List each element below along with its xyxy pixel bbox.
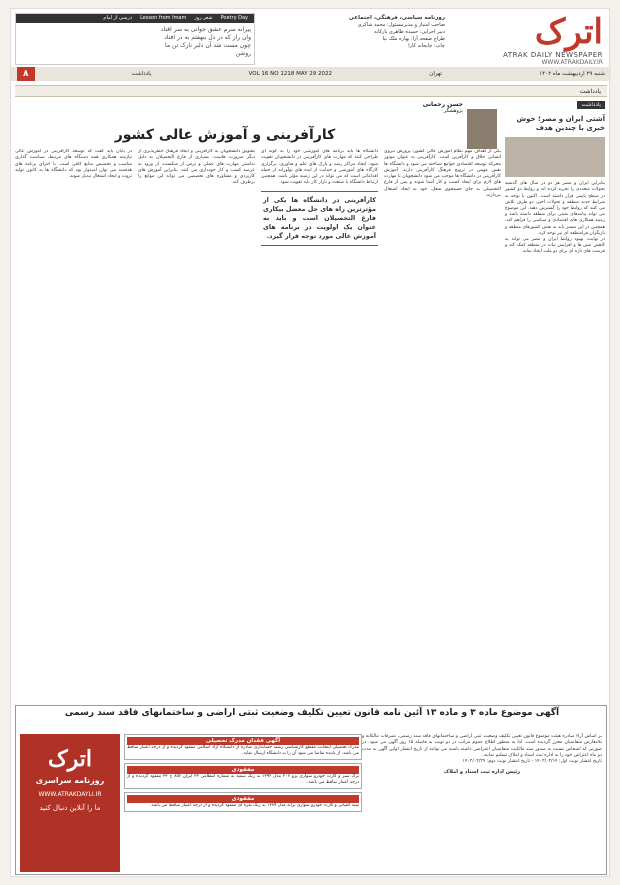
poem-line: پیرانه سرم عشق جوانی به سر افتاد [161, 26, 251, 33]
newspaper-page [10, 8, 610, 877]
notice-body: مدرک تحصیلی اینجانب مقطع کارشناسی رشته حسابداری صادره از دانشگاه آزاد اسلامی مفقود گردیده و از درجه اعتبار ساقط می باشد. از یابنده تقاضا می شود آن را به دانشگاه ارسال نماید. [127, 745, 359, 756]
sidebar-title[interactable]: آشتی ایران و مصر؛ خوش خبری با چندین هدف [516, 115, 605, 133]
notice-title: مفقودی [127, 795, 359, 803]
article-column-4 [15, 149, 132, 699]
ad-title: آگهی موضوع ماده ۳ و ماده ۱۳ آئین نامه قانون تعیین تکلیف وضعیت ثبتی اراضی و ساختمانهای فاقد سند رسمی [64, 708, 560, 718]
poetry-tabs [16, 14, 254, 23]
article-column-1 [384, 149, 501, 699]
notices-column [124, 734, 362, 872]
poem-line: چون مست شد آن دلبر نازک تن ما [165, 42, 251, 49]
promo-url[interactable]: WWW.ATRAKDAYLI.IR [38, 791, 102, 798]
article-paragraph: در پایان باید گفت که توسعه کارآفرینی در آموزش عالی نیازمند همکاری همه دستگاه های مرتبط، سیاست گذاری مناسب و تخصیص منابع کافی است. با اجرای برنامه های هدفمند می توان امیدوار بود که دانشگاه ها به کانون تولید ثروت و ایجاد اشتغال تبدیل شوند. [15, 149, 132, 180]
sidebar-column [505, 101, 605, 701]
author-name: حسن رحمانی [422, 101, 463, 108]
section-header: یادداشت [15, 85, 607, 97]
sidebar-image [505, 137, 605, 177]
masthead [11, 9, 611, 81]
tab-lesson-fa[interactable]: درسی از امام [103, 15, 133, 21]
tab-lesson[interactable]: Lesson from Imam [140, 15, 187, 21]
ad-dates: تاریخ انتشار نوبت اول: ۱۴۰۲/۰۲/۱۴ - تاریخ انتشار نوبت دوم: ۱۴۰۲/۰۲/۲۹ [462, 759, 602, 765]
pull-quote: کارآفرینی در دانشگاه ها یکی از مؤثرترین راه های حل معضل بیکاری فارغ التحصیلان است و باید به عنوان یک اولویت در برنامه های آموزش عالی مورد توجه قرار گیرد. [261, 191, 378, 246]
masthead-info-line: صاحب امتیاز و مدیرمسئول: محمد شاکری [357, 22, 445, 28]
article-paragraph: یکی از اهداف مهم نظام آموزش عالی کشور، پرورش نیروی انسانی خلاق و کارآفرین است. کارآفرینی به عنوان موتور محرکه توسعه اقتصادی جوامع شناخته می شود و دانشگاه ها نقش مهمی در ترویج فرهنگ کارآفرینی دارند. آموزش کارآفرینی در دانشگاه ها موجب می شود دانشجویان با مهارت های لازم برای ایجاد کسب و کار آشنا شوند و پس از فارغ التحصیلی به جای جستجوی شغل، خود به ایجاد اشتغال بپردازند. [384, 149, 501, 199]
poetry-lines [16, 23, 254, 61]
logo-mark: اترک [534, 12, 603, 52]
promo-logo: اترک [47, 746, 93, 772]
tab-poetry-day[interactable]: Poetry Day [220, 15, 248, 21]
promo-title: روزنامه سراسری [35, 776, 105, 785]
sidebar-text-2: در نهایت، بهبود روابط ایران و مصر می تواند به کاهش تنش ها و افزایش ثبات در منطقه کمک کند و فرصت های تازه ای برای دو ملت ایجاد نماید. [505, 237, 605, 255]
article-column-2 [261, 149, 378, 699]
author-photo [467, 109, 497, 149]
newspaper-logo[interactable] [453, 13, 603, 75]
notice-box [124, 792, 362, 812]
issue-city: تهران [429, 71, 442, 77]
notice-box [124, 763, 362, 789]
masthead-info-head: روزنامه سیاسی، فرهنگی، اجتماعی [348, 15, 445, 21]
logo-english: ATRAK DAILY NEWSPAPER [503, 51, 603, 59]
notice-title: مفقودی [127, 766, 359, 774]
sidebar-text: بنابراین ایران و مصر هر دو در سال های گذشته تحولات متعددی را تجربه کرده اند و روابط دو کشور در سطح پایینی قرار داشته است. اکنون با توجه به شرایط جدید منطقه و تحولات اخیر، دو طرف تلاش می کنند که روابط خود را گسترش دهند. این موضوع می تواند پیامدهای مثبتی برای منطقه داشته باشد و زمینه همکاری های اقتصادی و سیاسی را فراهم کند. همچنین در این مسیر باید به نقش کشورهای منطقه و بازیگران فرامنطقه ای نیز توجه کرد. [505, 181, 605, 236]
author-role: پژوهشگر [443, 108, 463, 114]
ad-text: بر اساس آراء صادره هیئت موضوع قانون تعیین تکلیف وضعیت ثبتی اراضی و ساختمانهای فاقد سند رسمی، تصرفات مالکانه و بلامعارض متقاضیان محرز گردیده است. لذا به منظور اطلاع عموم مراتب در دو نوبت به فاصله ۱۵ روز آگهی می شود. در صورتی که اشخاص نسبت به صدور سند مالکیت متقاضیان اعتراضی داشته باشند می توانند از تاریخ انتشار اولین آگهی به مدت دو ماه اعتراض خود را به اداره ثبت اسناد و املاک تسلیم نمایند. [362, 734, 602, 758]
masthead-bar [11, 67, 611, 81]
notice-box [124, 734, 362, 760]
article-headline[interactable]: کارآفرینی و آموزش عالی کشور [114, 127, 336, 143]
promo-slogan: ما را آنلاین دنبال کنید [39, 804, 101, 812]
main-article [15, 101, 501, 701]
issue-date: شنبه ۲۹ اردیبهشت ماه ۱۴۰۲ [539, 71, 605, 77]
notice-body: سند کمپانی و کارت خودرو سواری پراید مدل ۱۳۸۹ به رنگ نقره ای مفقود گردیده و از درجه اعتبار ساقط می باشد. [150, 803, 359, 808]
poem-line: روشن [235, 50, 251, 57]
sidebar-tag: یادداشت [577, 101, 605, 109]
page-number: ۸ [17, 67, 35, 81]
logo-url[interactable]: WWW.ATRAKDAILY.IR [541, 59, 603, 66]
article-paragraph: تشویق دانشجویان به کارآفرینی و ایجاد فرهنگ خطرپذیری از دیگر ضرورت هاست. بسیاری از فارغ التحصیلان به دلیل نداشتن مهارت های عملی و ترس از شکست، از ورود به عرصه کسب و کار خودداری می کنند. بنابراین آموزش های کاربردی و مشاوره های تخصصی می تواند این موانع را برطرف کند. [138, 149, 255, 186]
tab-poetry-fa[interactable]: شعر روز [194, 15, 213, 21]
poem-line: وان راز که در دل بنهفتم به در افتاد [164, 34, 251, 41]
masthead-info-line: طراح صفحه آرا: بهاره ملک نیا [382, 36, 445, 42]
article-column-3 [138, 149, 255, 699]
notice-title: آگهی فقدان مدرک تحصیلی [127, 737, 359, 745]
legal-ad-section [15, 705, 607, 875]
ad-signature: رئیس اداره ثبت اسناد و املاک [443, 769, 521, 776]
notice-body: برگ سبز و کارت خودرو سواری پژو ۲۰۶ مدل ۱۳۹۲ به رنگ سفید به شماره انتظامی ۲۳ ایران ۸۵۶ ج ۳۳ مفقود گردیده و از درجه اعتبار ساقط می باشد. [127, 774, 359, 785]
issue-volume: VOL 16 NO 1218 MAY 29 2022 [248, 71, 333, 77]
ad-body [362, 734, 602, 872]
article-columns [15, 149, 501, 699]
promo-box[interactable] [20, 734, 120, 872]
masthead-info [275, 15, 445, 50]
section-label-top: یادداشت [131, 71, 152, 77]
article-paragraph: دانشگاه ها باید برنامه های آموزشی خود را به گونه ای طراحی کنند که مهارت های کارآفرینی در دانشجویان تقویت شود. ایجاد مراکز رشد و پارک های علم و فناوری، برگزاری کارگاه های آموزشی و حمایت از ایده های نوآورانه از جمله اقداماتی است که می تواند در این زمینه مؤثر باشد. همچنین ارتباط دانشگاه با صنعت و بازار کار باید تقویت شود. [261, 149, 378, 186]
poetry-box [15, 13, 255, 65]
masthead-info-line: دبیر اجرایی: حمیده طاهری پارکانه [374, 29, 445, 35]
masthead-info-line: چاپ: چاپخانه کارا [408, 43, 445, 49]
